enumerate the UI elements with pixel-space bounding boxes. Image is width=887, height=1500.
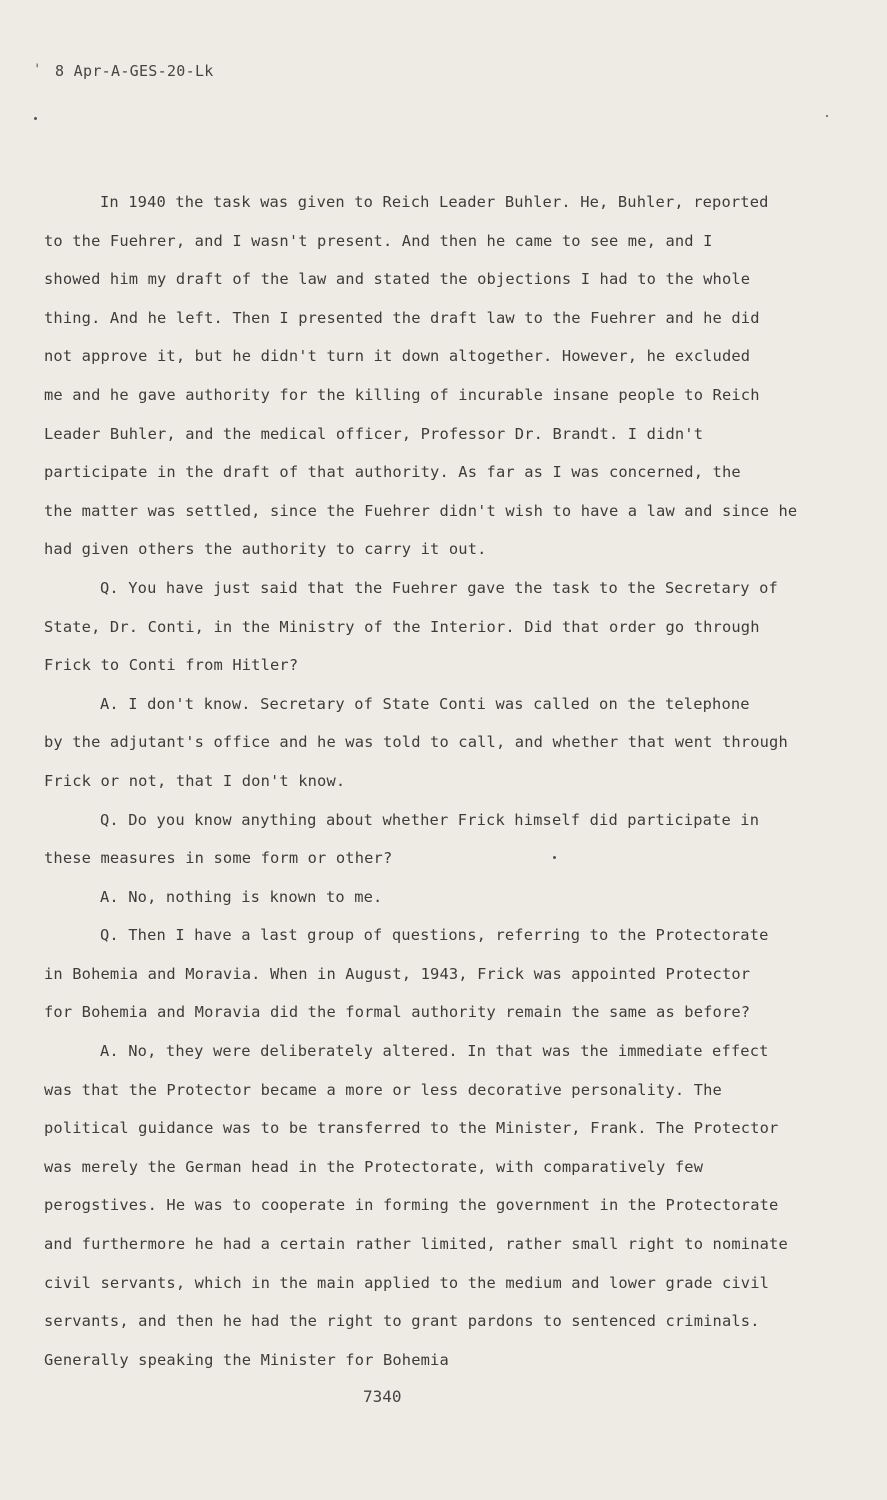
- question-line: Q. You have just said that the Fuehrer gave the task to the Secretary of: [100, 578, 778, 597]
- text-line: was merely the German head in the Protectorate, with comparatively few: [44, 1157, 704, 1176]
- answer-line: A. I don't know. Secretary of State Conti was called on the telephone: [100, 694, 750, 713]
- text-line: was that the Protector became a more or less decorative personality. The: [44, 1080, 722, 1099]
- answer-line: A. No, nothing is known to me.: [100, 887, 383, 906]
- text-line: by the adjutant's office and he was told to call, and whether that went through: [44, 733, 788, 752]
- text-line: Frick or not, that I don't know.: [44, 771, 346, 790]
- text-line: the matter was settled, since the Fuehrer didn't wish to have a law and since he: [44, 501, 798, 520]
- text-line: had given others the authority to carry it out.: [44, 540, 487, 559]
- text-line: civil servants, which in the main applied to the medium and lower grade civil: [44, 1273, 770, 1292]
- paper-speck: [826, 115, 828, 117]
- text-line: perogstives. He was to cooperate in forming the government in the Protectorate: [44, 1196, 779, 1215]
- question-line: Q. Then I have a last group of questions, referring to the Protectorate: [100, 926, 769, 945]
- text-line: me and he gave authority for the killing of incurable insane people to Reich: [44, 385, 760, 404]
- text-line: Frick to Conti from Hitler?: [44, 656, 299, 675]
- text-line: Leader Buhler, and the medical officer, Professor Dr. Brandt. I didn't: [44, 424, 704, 443]
- text-line: showed him my draft of the law and stated the objections I had to the whole: [44, 270, 751, 289]
- text-line: to the Fuehrer, and I wasn't present. And then he came to see me, and I: [44, 231, 713, 250]
- text-line: not approve it, but he didn't turn it down altogether. However, he excluded: [44, 347, 751, 366]
- text-line: participate in the draft of that authority. As far as I was concerned, the: [44, 463, 741, 482]
- text-line: in Bohemia and Moravia. When in August, 1943, Frick was appointed Protector: [44, 964, 751, 983]
- text-line: these measures in some form or other?: [44, 849, 393, 868]
- text-line: and furthermore he had a certain rather limited, rather small right to nominate: [44, 1235, 788, 1254]
- transcript-body: [44, 183, 834, 1379]
- text-line: State, Dr. Conti, in the Ministry of the Interior. Did that order go through: [44, 617, 760, 636]
- text-line: for Bohemia and Moravia did the formal authority remain the same as before?: [44, 1003, 751, 1022]
- document-header: 8 Apr-A-GES-20-Lk: [55, 62, 214, 80]
- text-line: political guidance was to be transferred to the Minister, Frank. The Protector: [44, 1119, 779, 1138]
- page-number: 7340: [363, 1387, 402, 1406]
- text-line: servants, and then he had the right to grant pardons to sentenced criminals.: [44, 1312, 760, 1331]
- question-line: Q. Do you know anything about whether Frick himself did participate in: [100, 810, 760, 829]
- text-line: Generally speaking the Minister for Bohemia: [44, 1350, 449, 1369]
- answer-line: A. No, they were deliberately altered. In that was the immediate effect: [100, 1042, 769, 1061]
- text-line: thing. And he left. Then I presented the draft law to the Fuehrer and he did: [44, 308, 760, 327]
- paper-speck: [34, 117, 37, 120]
- margin-mark: ': [33, 62, 42, 78]
- text-line: In 1940 the task was given to Reich Leader Buhler. He, Buhler, reported: [100, 193, 769, 211]
